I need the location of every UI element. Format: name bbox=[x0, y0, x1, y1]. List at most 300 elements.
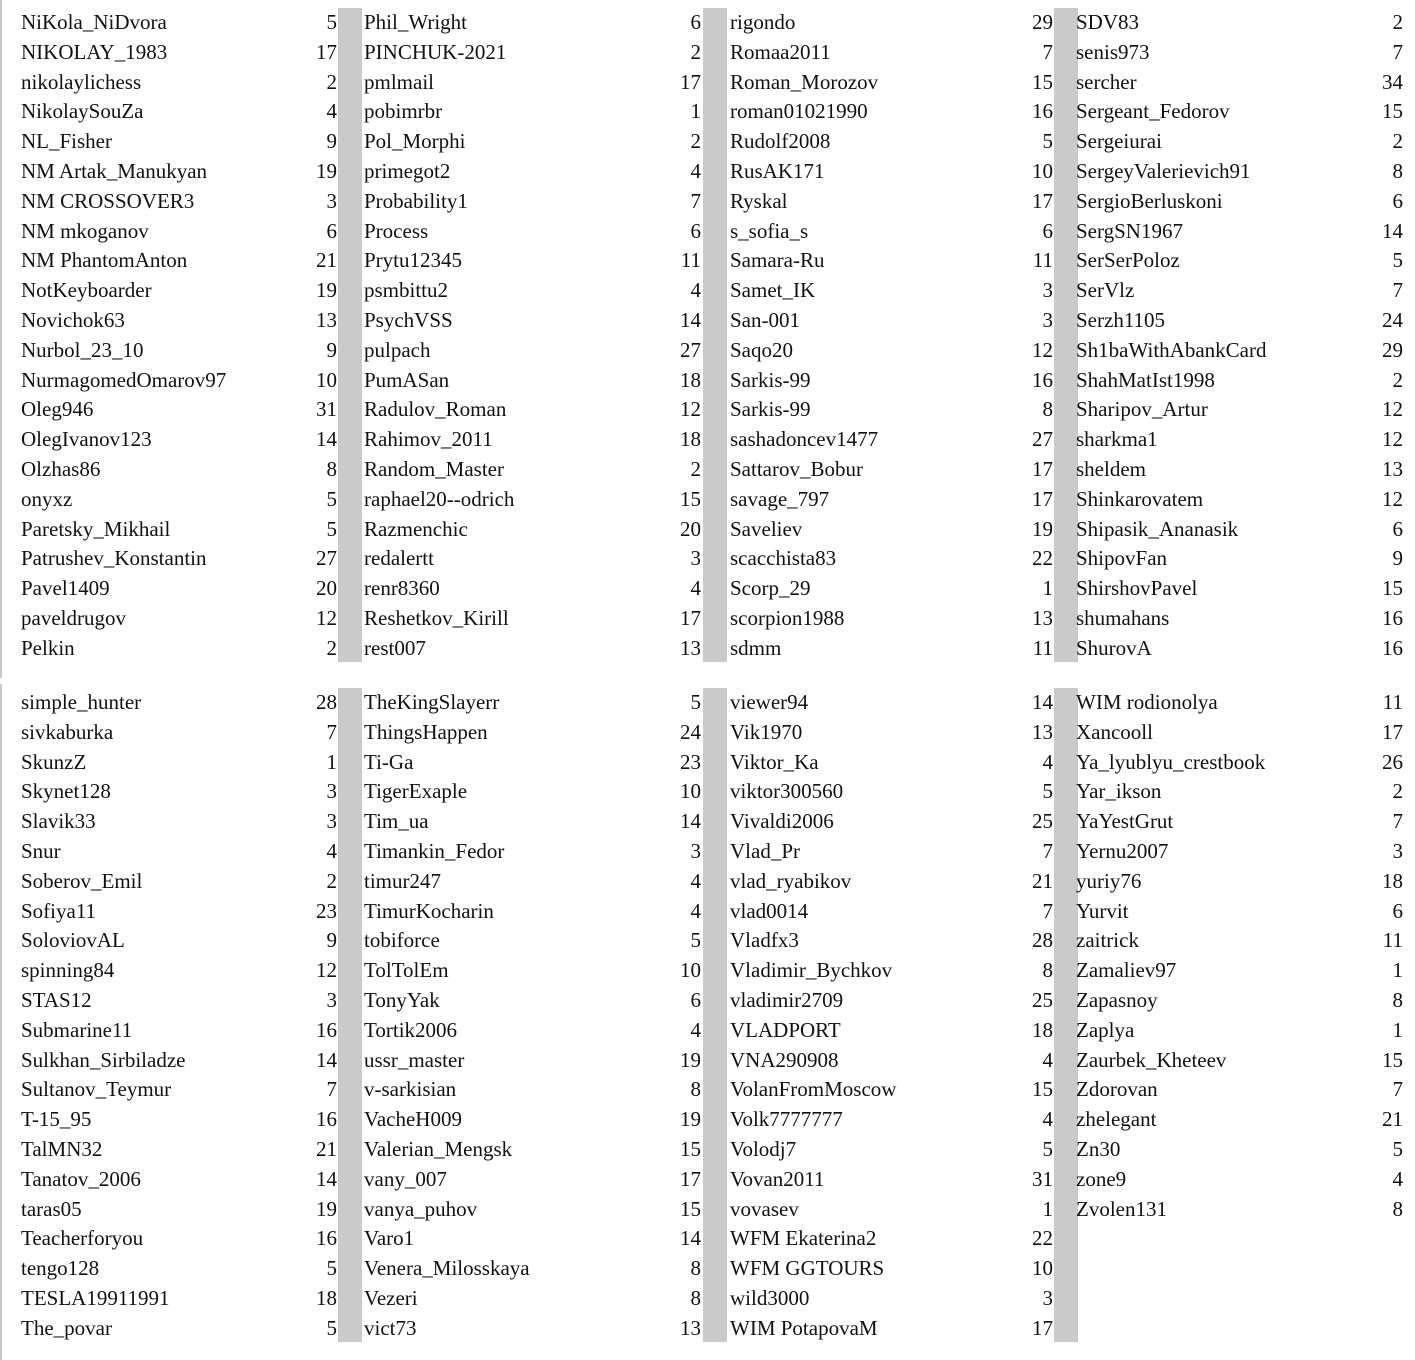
table-row bbox=[21, 1254, 337, 1284]
table-row bbox=[21, 986, 337, 1016]
player-name: TigerExaple bbox=[364, 779, 468, 804]
table-row bbox=[730, 217, 1053, 247]
table-row bbox=[364, 634, 701, 664]
player-score: 7 bbox=[326, 1077, 337, 1102]
player-score: 13 bbox=[680, 1315, 701, 1340]
player-name: VNA290908 bbox=[730, 1047, 839, 1072]
player-name: psmbittu2 bbox=[364, 278, 449, 303]
player-name: paveldrugov bbox=[21, 605, 126, 630]
player-score: 10 bbox=[1032, 1256, 1053, 1281]
player-score: 5 bbox=[326, 516, 337, 541]
player-name: Tim_ua bbox=[364, 809, 429, 834]
table-row bbox=[730, 127, 1053, 157]
player-score: 3 bbox=[326, 188, 337, 213]
player-score: 4 bbox=[690, 158, 701, 183]
table-row bbox=[1076, 837, 1403, 867]
player-score: 7 bbox=[326, 719, 337, 744]
table-row bbox=[364, 455, 701, 485]
table-row bbox=[364, 1105, 701, 1135]
player-score: 2 bbox=[1392, 779, 1403, 804]
player-score: 31 bbox=[316, 397, 337, 422]
table-row bbox=[364, 246, 701, 276]
player-score: 14 bbox=[316, 427, 337, 452]
player-name: zaitrick bbox=[1076, 928, 1139, 953]
player-score: 6 bbox=[1042, 218, 1053, 243]
table-row bbox=[1076, 604, 1403, 634]
table-row bbox=[364, 1046, 701, 1076]
table-row bbox=[1076, 127, 1403, 157]
player-name: The_povar bbox=[21, 1315, 112, 1340]
table-row bbox=[21, 1135, 337, 1165]
player-name: tobiforce bbox=[364, 928, 440, 953]
player-score: 13 bbox=[680, 635, 701, 660]
player-name: Tanatov_2006 bbox=[21, 1166, 141, 1191]
player-name: SergioBerluskoni bbox=[1076, 188, 1223, 213]
table-row bbox=[364, 1135, 701, 1165]
table-row bbox=[21, 1075, 337, 1105]
player-name: NM PhantomAnton bbox=[21, 248, 188, 273]
table-row bbox=[364, 1254, 701, 1284]
player-score: 14 bbox=[680, 809, 701, 834]
player-score: 28 bbox=[316, 690, 337, 714]
table-row bbox=[1076, 688, 1403, 718]
player-name: zone9 bbox=[1076, 1166, 1127, 1191]
player-name: NM CROSSOVER3 bbox=[21, 188, 195, 213]
table-row bbox=[21, 395, 337, 425]
player-score: 22 bbox=[1032, 1226, 1053, 1251]
player-name: Random_Master bbox=[364, 456, 504, 481]
player-name: VolanFromMoscow bbox=[730, 1077, 897, 1102]
table-row bbox=[364, 1284, 701, 1314]
table-row bbox=[730, 336, 1053, 366]
player-name: NL_Fisher bbox=[21, 129, 112, 154]
table-row bbox=[1076, 544, 1403, 574]
table-row bbox=[364, 926, 701, 956]
player-score: 15 bbox=[1032, 69, 1053, 94]
player-score: 1 bbox=[326, 749, 337, 774]
player-name: SerSerPoloz bbox=[1076, 248, 1180, 273]
table-row bbox=[1076, 986, 1403, 1016]
table-row bbox=[730, 246, 1053, 276]
player-name: Zaurbek_Kheteev bbox=[1076, 1047, 1227, 1072]
player-score: 5 bbox=[326, 10, 337, 34]
player-score: 10 bbox=[680, 779, 701, 804]
table-row bbox=[364, 837, 701, 867]
player-name: viktor300560 bbox=[730, 779, 844, 804]
player-name: ShirshovPavel bbox=[1076, 576, 1198, 601]
player-name: San-001 bbox=[730, 307, 800, 332]
player-name: Scorp_29 bbox=[730, 576, 811, 601]
name-score-column bbox=[364, 688, 701, 1344]
player-name: Prytu12345 bbox=[364, 248, 463, 273]
player-name: Sharipov_Artur bbox=[1076, 397, 1208, 422]
player-name: NIKOLAY_1983 bbox=[21, 39, 168, 64]
player-score: 8 bbox=[1042, 958, 1053, 983]
player-score: 8 bbox=[1392, 1196, 1403, 1221]
table-row bbox=[730, 306, 1053, 336]
player-score: 16 bbox=[316, 1107, 337, 1132]
table-row bbox=[730, 748, 1053, 778]
table-row bbox=[1076, 807, 1403, 837]
table-row bbox=[1076, 1195, 1403, 1225]
table-row bbox=[730, 1135, 1053, 1165]
player-score: 17 bbox=[1032, 486, 1053, 511]
table-row bbox=[364, 515, 701, 545]
player-score: 20 bbox=[316, 576, 337, 601]
table-row bbox=[1076, 634, 1403, 664]
player-score: 2 bbox=[326, 635, 337, 660]
player-score: 1 bbox=[1042, 1196, 1053, 1221]
table-row bbox=[21, 897, 337, 927]
player-name: viewer94 bbox=[730, 690, 809, 714]
player-score: 17 bbox=[316, 39, 337, 64]
table-row bbox=[1076, 455, 1403, 485]
table-row bbox=[364, 777, 701, 807]
table-row bbox=[730, 1075, 1053, 1105]
table-row bbox=[730, 688, 1053, 718]
player-score: 5 bbox=[690, 928, 701, 953]
player-name: OlegIvanov123 bbox=[21, 427, 152, 452]
table-row bbox=[1076, 867, 1403, 897]
table-row bbox=[364, 1195, 701, 1225]
table-row bbox=[21, 1195, 337, 1225]
player-score: 9 bbox=[1392, 546, 1403, 571]
player-name: ussr_master bbox=[364, 1047, 465, 1072]
table-row bbox=[21, 8, 337, 38]
player-name: NM Artak_Manukyan bbox=[21, 158, 208, 183]
player-score: 6 bbox=[690, 10, 701, 34]
table-row bbox=[730, 1314, 1053, 1344]
player-name: Tortik2006 bbox=[364, 1017, 458, 1042]
player-name: raphael20--odrich bbox=[364, 486, 515, 511]
player-name: NurmagomedOmarov97 bbox=[21, 367, 227, 392]
table-row bbox=[1076, 38, 1403, 68]
table-row bbox=[364, 97, 701, 127]
column-separator bbox=[703, 688, 727, 1342]
player-score: 19 bbox=[316, 278, 337, 303]
player-name: vict73 bbox=[364, 1315, 417, 1340]
column-separator bbox=[703, 8, 727, 662]
table-row bbox=[364, 574, 701, 604]
player-name: Valerian_Mengsk bbox=[364, 1136, 513, 1161]
table-row bbox=[21, 604, 337, 634]
table-row bbox=[730, 515, 1053, 545]
player-name: vanya_puhov bbox=[364, 1196, 478, 1221]
player-score: 3 bbox=[1042, 278, 1053, 303]
player-score: 16 bbox=[1032, 99, 1053, 124]
player-score: 5 bbox=[690, 690, 701, 714]
table-row bbox=[364, 276, 701, 306]
player-score: 4 bbox=[1042, 1047, 1053, 1072]
player-name: wild3000 bbox=[730, 1285, 810, 1310]
player-score: 2 bbox=[1392, 367, 1403, 392]
player-name: Olzhas86 bbox=[21, 456, 101, 481]
player-name: Samara-Ru bbox=[730, 248, 825, 273]
player-name: Rahimov_2011 bbox=[364, 427, 493, 452]
player-name: zhelegant bbox=[1076, 1107, 1157, 1132]
table-row bbox=[1076, 336, 1403, 366]
player-score: 7 bbox=[1042, 838, 1053, 863]
table-row bbox=[21, 634, 337, 664]
table-row bbox=[21, 425, 337, 455]
table-row bbox=[21, 777, 337, 807]
player-score: 2 bbox=[690, 39, 701, 64]
player-score: 14 bbox=[1382, 218, 1403, 243]
player-score: 14 bbox=[680, 307, 701, 332]
player-name: TonyYak bbox=[364, 987, 440, 1012]
player-score: 9 bbox=[326, 129, 337, 154]
player-name: SergeyValerievich91 bbox=[1076, 158, 1251, 183]
table-row bbox=[364, 68, 701, 98]
player-score: 4 bbox=[690, 278, 701, 303]
player-name: Patrushev_Konstantin bbox=[21, 546, 207, 571]
table-row bbox=[364, 807, 701, 837]
player-name: Paretsky_Mikhail bbox=[21, 516, 171, 541]
player-score: 12 bbox=[1032, 337, 1053, 362]
table-row bbox=[1076, 1135, 1403, 1165]
table-row bbox=[1076, 246, 1403, 276]
name-score-column bbox=[21, 688, 337, 1344]
player-name: PsychVSS bbox=[364, 307, 453, 332]
player-score: 2 bbox=[690, 129, 701, 154]
table-row bbox=[364, 8, 701, 38]
table-row bbox=[364, 748, 701, 778]
table-row bbox=[1076, 1075, 1403, 1105]
table-row bbox=[730, 366, 1053, 396]
player-score: 12 bbox=[316, 605, 337, 630]
table-row bbox=[21, 956, 337, 986]
table-row bbox=[730, 276, 1053, 306]
player-score: 20 bbox=[680, 516, 701, 541]
player-name: roman01021990 bbox=[730, 99, 868, 124]
player-score: 4 bbox=[690, 898, 701, 923]
table-row bbox=[1076, 748, 1403, 778]
player-score: 23 bbox=[680, 749, 701, 774]
player-name: NotKeyboarder bbox=[21, 278, 152, 303]
player-score: 15 bbox=[680, 1136, 701, 1161]
table-row bbox=[364, 986, 701, 1016]
table-row bbox=[21, 455, 337, 485]
table-row bbox=[364, 336, 701, 366]
player-score: 13 bbox=[316, 307, 337, 332]
player-score: 16 bbox=[1382, 605, 1403, 630]
player-name: T-15_95 bbox=[21, 1107, 92, 1132]
player-name: Pelkin bbox=[21, 635, 75, 660]
player-name: Xancooll bbox=[1076, 719, 1153, 744]
player-name: Sattarov_Bobur bbox=[730, 456, 863, 481]
table-row bbox=[364, 1075, 701, 1105]
player-name: WFM GGTOURS bbox=[730, 1256, 885, 1281]
player-score: 2 bbox=[690, 456, 701, 481]
player-score: 15 bbox=[1382, 576, 1403, 601]
table-row bbox=[730, 926, 1053, 956]
player-name: Serzh1105 bbox=[1076, 307, 1166, 332]
player-name: YaYestGrut bbox=[1076, 809, 1174, 834]
player-name: Shipasik_Ananasik bbox=[1076, 516, 1239, 541]
player-name: SoloviovAL bbox=[21, 928, 125, 953]
player-name: Phil_Wright bbox=[364, 10, 467, 34]
player-name: Zdorovan bbox=[1076, 1077, 1158, 1102]
player-name: rigondo bbox=[730, 10, 796, 34]
player-name: tengo128 bbox=[21, 1256, 100, 1281]
player-name: Sultanov_Teymur bbox=[21, 1077, 172, 1102]
player-score: 6 bbox=[1392, 898, 1403, 923]
table-row bbox=[730, 395, 1053, 425]
player-name: Yar_ikson bbox=[1076, 779, 1162, 804]
table-row bbox=[730, 157, 1053, 187]
player-score: 14 bbox=[680, 1226, 701, 1251]
table-row bbox=[1076, 1046, 1403, 1076]
player-score: 17 bbox=[1032, 456, 1053, 481]
table-row bbox=[364, 956, 701, 986]
table-row bbox=[1076, 1165, 1403, 1195]
player-name: shumahans bbox=[1076, 605, 1170, 630]
table-row bbox=[21, 97, 337, 127]
table-row bbox=[21, 127, 337, 157]
player-score: 2 bbox=[1392, 129, 1403, 154]
player-name: PINCHUK-2021 bbox=[364, 39, 507, 64]
player-score: 3 bbox=[326, 987, 337, 1012]
player-score: 5 bbox=[1042, 1136, 1053, 1161]
player-score: 12 bbox=[316, 958, 337, 983]
player-name: Saveliev bbox=[730, 516, 803, 541]
player-name: VLADPORT bbox=[730, 1017, 841, 1042]
table-row bbox=[364, 688, 701, 718]
player-name: vlad0014 bbox=[730, 898, 809, 923]
table-row bbox=[21, 1165, 337, 1195]
player-score: 29 bbox=[1382, 337, 1403, 362]
table-row bbox=[364, 867, 701, 897]
player-name: Volodj7 bbox=[730, 1136, 797, 1161]
player-score: 3 bbox=[690, 546, 701, 571]
player-score: 1 bbox=[1042, 576, 1053, 601]
player-score: 6 bbox=[326, 218, 337, 243]
player-name: Slavik33 bbox=[21, 809, 96, 834]
table-row bbox=[364, 485, 701, 515]
table-row bbox=[364, 1224, 701, 1254]
player-name: pulpach bbox=[364, 337, 431, 362]
player-score: 2 bbox=[1392, 10, 1403, 34]
table-row bbox=[730, 1284, 1053, 1314]
player-name: Sarkis-99 bbox=[730, 397, 811, 422]
player-name: VacheH009 bbox=[364, 1107, 462, 1132]
player-name: NiKola_NiDvora bbox=[21, 10, 167, 34]
player-score: 24 bbox=[680, 719, 701, 744]
table-row bbox=[730, 1224, 1053, 1254]
table-row bbox=[730, 1254, 1053, 1284]
player-score: 4 bbox=[1042, 749, 1053, 774]
player-name: taras05 bbox=[21, 1196, 82, 1221]
player-name: NikolaySouZa bbox=[21, 99, 144, 124]
player-name: vovasev bbox=[730, 1196, 799, 1221]
player-score: 19 bbox=[1032, 516, 1053, 541]
player-score: 11 bbox=[680, 248, 701, 273]
player-name: SkunzZ bbox=[21, 749, 87, 774]
table-row bbox=[364, 1016, 701, 1046]
table-row bbox=[1076, 306, 1403, 336]
player-score: 3 bbox=[690, 838, 701, 863]
player-name: sheldem bbox=[1076, 456, 1146, 481]
player-score: 5 bbox=[326, 1315, 337, 1340]
player-name: WIM PotapovaM bbox=[730, 1315, 878, 1340]
player-name: spinning84 bbox=[21, 958, 115, 983]
name-score-column bbox=[21, 8, 337, 664]
table-row bbox=[1076, 97, 1403, 127]
player-score: 11 bbox=[1032, 248, 1053, 273]
player-score: 24 bbox=[1382, 307, 1403, 332]
player-score: 7 bbox=[1392, 278, 1403, 303]
player-name: senis973 bbox=[1076, 39, 1150, 64]
player-name: Vladimir_Bychkov bbox=[730, 958, 893, 983]
name-score-column bbox=[1076, 8, 1403, 664]
player-score: 16 bbox=[1382, 635, 1403, 660]
player-score: 4 bbox=[1042, 1107, 1053, 1132]
player-name: Vlad_Pr bbox=[730, 838, 800, 863]
player-name: RusAK171 bbox=[730, 158, 825, 183]
player-name: Sh1baWithAbankCard bbox=[1076, 337, 1267, 362]
player-score: 10 bbox=[1032, 158, 1053, 183]
table-row bbox=[730, 68, 1053, 98]
table-row bbox=[730, 8, 1053, 38]
table-row bbox=[730, 718, 1053, 748]
player-name: Zn30 bbox=[1076, 1136, 1121, 1161]
player-score: 8 bbox=[690, 1285, 701, 1310]
player-score: 17 bbox=[1032, 188, 1053, 213]
table-row bbox=[21, 837, 337, 867]
player-score: 6 bbox=[1392, 516, 1403, 541]
player-score: 17 bbox=[680, 69, 701, 94]
table-row bbox=[364, 1165, 701, 1195]
player-name: vany_007 bbox=[364, 1166, 447, 1191]
table-row bbox=[364, 544, 701, 574]
player-score: 12 bbox=[1382, 427, 1403, 452]
table-row bbox=[730, 544, 1053, 574]
player-score: 8 bbox=[690, 1077, 701, 1102]
player-score: 18 bbox=[680, 367, 701, 392]
table-row bbox=[364, 425, 701, 455]
table-row bbox=[21, 718, 337, 748]
name-score-column bbox=[364, 8, 701, 664]
player-score: 5 bbox=[1042, 779, 1053, 804]
player-score: 14 bbox=[316, 1047, 337, 1072]
table-row bbox=[1076, 777, 1403, 807]
table-row bbox=[730, 1016, 1053, 1046]
player-name: yuriy76 bbox=[1076, 868, 1142, 893]
player-score: 6 bbox=[690, 218, 701, 243]
player-name: Roman_Morozov bbox=[730, 69, 879, 94]
table-row bbox=[21, 306, 337, 336]
player-score: 3 bbox=[1042, 1285, 1053, 1310]
table-row bbox=[364, 157, 701, 187]
player-score: 2 bbox=[326, 69, 337, 94]
player-score: 4 bbox=[690, 868, 701, 893]
player-score: 7 bbox=[1392, 1077, 1403, 1102]
player-name: ShurovA bbox=[1076, 635, 1152, 660]
player-name: Probability1 bbox=[364, 188, 468, 213]
player-name: SergSN1967 bbox=[1076, 218, 1183, 243]
table-row bbox=[1076, 515, 1403, 545]
player-score: 19 bbox=[316, 158, 337, 183]
player-name: Yurvit bbox=[1076, 898, 1129, 923]
player-score: 13 bbox=[1032, 719, 1053, 744]
table-row bbox=[21, 336, 337, 366]
table-row bbox=[1076, 395, 1403, 425]
table-row bbox=[21, 544, 337, 574]
table-row bbox=[21, 926, 337, 956]
table-row bbox=[1076, 187, 1403, 217]
player-score: 8 bbox=[1392, 987, 1403, 1012]
player-name: SDV83 bbox=[1076, 10, 1140, 34]
